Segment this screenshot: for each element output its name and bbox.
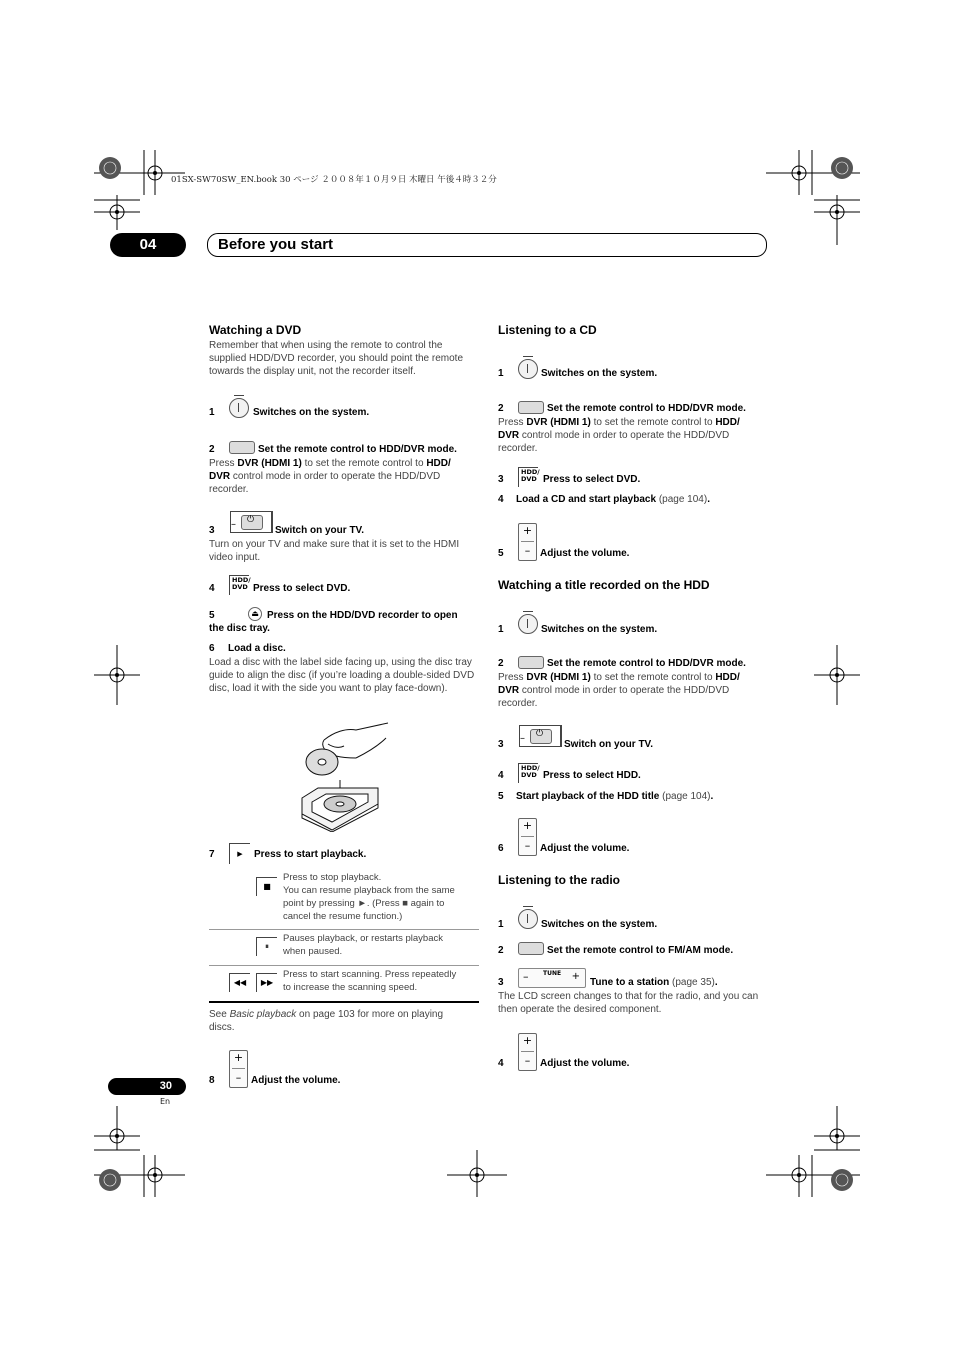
power-bar xyxy=(523,906,533,907)
step-label: Tune to a station xyxy=(590,977,670,988)
table-line: cancel the resume function.) xyxy=(283,911,403,922)
desc-text: control mode in order to operate the HDD/DVD xyxy=(230,471,441,482)
step-number: 4 xyxy=(498,1058,504,1069)
step-number: 5 xyxy=(209,610,215,621)
step-text: Switches on the system. xyxy=(541,624,658,635)
hdd-dvd-button-label xyxy=(521,765,540,779)
page-reference: (page 104) xyxy=(659,791,711,802)
fm-am-button-icon xyxy=(518,942,544,955)
label-line: HDD/ xyxy=(521,764,540,772)
label-line: DVD xyxy=(521,771,537,779)
desc-key: DVR (HDMI 1) xyxy=(526,417,591,428)
step-number: 1 xyxy=(498,368,504,379)
dvr-mode-button-icon xyxy=(229,441,255,454)
scan-description xyxy=(283,968,456,994)
period: . xyxy=(710,791,714,802)
step-number: 2 xyxy=(498,403,504,414)
file-info-line: 01SX-SW70SW_EN.book 30 ページ ２００８年１０月９日 木曜日 午後４時３２分 xyxy=(171,175,497,185)
page-number: 30 xyxy=(108,1078,186,1095)
table-divider xyxy=(209,929,479,930)
step-number: 2 xyxy=(209,444,215,455)
step-text: Set the remote control to HDD/DVR mode. xyxy=(258,444,457,455)
dvr-mode-button-icon xyxy=(518,656,544,669)
step-label: Start playback of the HDD title xyxy=(516,791,660,802)
desc-text: Press xyxy=(498,672,527,683)
table-line: when paused. xyxy=(283,946,343,957)
period: . xyxy=(707,494,710,505)
desc-text: recorder. xyxy=(498,698,538,709)
step-text: Press to select DVD. xyxy=(253,583,351,594)
step-number: 3 xyxy=(498,977,504,988)
radio-heading: Listening to the radio xyxy=(498,873,620,887)
volume-button-icon: + – xyxy=(518,1033,537,1071)
desc-text: control mode in order to operate the HDD/DVD xyxy=(519,430,730,441)
desc-key: DVR (HDMI 1) xyxy=(526,672,591,683)
table-line: Pauses playback, or restarts playback xyxy=(283,933,443,944)
step-number: 3 xyxy=(498,474,504,485)
step-number: 8 xyxy=(209,1075,215,1086)
language-code: En xyxy=(160,1097,171,1106)
desc-text: to set the remote control to xyxy=(590,417,716,428)
step-number: 3 xyxy=(209,525,215,536)
step-text: Set the remote control to HDD/DVR mode. xyxy=(547,403,746,414)
hdd-heading: Watching a title recorded on the HDD xyxy=(498,578,710,592)
step-text: Press on the HDD/DVD recorder to open xyxy=(267,610,458,621)
desc-text: to set the remote control to xyxy=(301,458,427,469)
step-text: Press to start playback. xyxy=(254,849,367,860)
step-number: 5 xyxy=(498,791,504,802)
step-text: Switches on the system. xyxy=(541,919,658,930)
desc-key: HDD/ xyxy=(426,458,451,469)
dvd-heading: Watching a DVD xyxy=(209,323,302,337)
eject-icon: ⏏ xyxy=(248,607,262,621)
step-text: Switch on your TV. xyxy=(275,525,365,536)
power-button-icon xyxy=(229,398,249,418)
hdd-dvd-button-icon xyxy=(518,467,538,487)
table-bottom-rule xyxy=(209,1001,479,1003)
fast-forward-button-icon: ▶▶ xyxy=(256,973,277,992)
step-text: Set the remote control to FM/AM mode. xyxy=(547,945,734,956)
tv-power-button-icon xyxy=(519,725,562,747)
volume-button-icon: + – xyxy=(229,1050,248,1088)
power-bar xyxy=(234,395,244,396)
step-description xyxy=(209,457,484,496)
step-text: Load a disc. xyxy=(228,643,286,654)
table-line: You can resume playback from the same xyxy=(283,885,455,896)
tune-label: TUNE xyxy=(543,970,562,977)
minus-glyph: – xyxy=(231,519,236,530)
step-text: Press to select DVD. xyxy=(543,474,641,485)
pause-description xyxy=(283,932,443,958)
step-number: 6 xyxy=(209,643,215,654)
hdd-dvd-button-label xyxy=(521,469,540,483)
volume-button-icon: + – xyxy=(518,818,537,856)
desc-key: HDD/ xyxy=(715,672,740,683)
step-number: 7 xyxy=(209,849,215,860)
step-number: 1 xyxy=(498,919,504,930)
desc-text: recorder. xyxy=(498,443,538,454)
table-line: Press to stop playback. xyxy=(283,872,382,883)
minus-glyph: – xyxy=(520,733,525,744)
step-text: Switches on the system. xyxy=(541,368,658,379)
note-reference: Basic playback xyxy=(229,1009,297,1020)
power-button-icon xyxy=(518,359,538,379)
step-text: Adjust the volume. xyxy=(251,1075,341,1086)
page-reference: (page 104) xyxy=(656,494,708,505)
table-line: to increase the scanning speed. xyxy=(283,982,418,993)
desc-key: HDD/ xyxy=(715,417,740,428)
step-number: 3 xyxy=(498,739,504,750)
step-text: Switches on the system. xyxy=(253,407,370,418)
hdd-dvd-button-icon xyxy=(229,575,249,595)
hdd-dvd-button-icon xyxy=(518,763,538,783)
step-text xyxy=(516,791,713,802)
page-reference: (page 35) xyxy=(669,977,715,988)
label-line: HDD/ xyxy=(521,468,540,476)
step-text-continued: the disc tray. xyxy=(209,623,270,634)
power-button-icon xyxy=(518,614,538,634)
dvd-intro: Remember that when using the remote to control the supplied HDD/DVD recorder, you should point the remote towards the display unit, not the recorder itself. xyxy=(209,340,464,377)
step-text xyxy=(516,494,710,505)
step-number: 6 xyxy=(498,843,504,854)
step-text: Adjust the volume. xyxy=(540,843,630,854)
label-line: HDD/ xyxy=(232,576,251,584)
step-description xyxy=(498,671,773,710)
table-line: point by pressing ►. (Press ■ again to xyxy=(283,898,445,909)
step-label: Load a CD and start playback xyxy=(516,494,657,505)
stop-button-icon: ■ xyxy=(256,877,277,896)
pause-button-icon: ⏸ xyxy=(256,937,277,956)
power-bar xyxy=(523,356,533,357)
step-text: Adjust the volume. xyxy=(540,548,630,559)
note-text: on page 103 for more on playing xyxy=(296,1009,444,1020)
desc-key: DVR xyxy=(498,430,520,441)
play-button-icon: ▶ xyxy=(229,843,250,864)
step-number: 4 xyxy=(498,494,504,505)
step-number: 2 xyxy=(498,658,504,669)
stop-description xyxy=(283,871,455,923)
step-text: Switch on your TV. xyxy=(564,739,654,750)
desc-key: DVR xyxy=(209,471,231,482)
step-number: 2 xyxy=(498,945,504,956)
tune-button-icon: – TUNE + xyxy=(518,968,586,988)
step-text xyxy=(590,977,718,988)
volume-button-icon: + – xyxy=(518,523,537,561)
step-description: Turn on your TV and make sure that it is set to the HDMI video input. xyxy=(209,539,460,563)
disc-tray-illustration xyxy=(296,718,392,832)
desc-text: to set the remote control to xyxy=(590,672,716,683)
step-number: 4 xyxy=(209,583,215,594)
tv-power-button-icon xyxy=(230,511,273,533)
desc-text: Press xyxy=(498,417,527,428)
step-description: The LCD screen changes to that for the radio, and you can then operate the desired component. xyxy=(498,991,759,1015)
desc-text: recorder. xyxy=(209,484,249,495)
rewind-button-icon: ◀◀ xyxy=(229,973,250,992)
desc-key: DVR (HDMI 1) xyxy=(237,458,302,469)
power-button-icon xyxy=(518,909,538,929)
note-text: discs. xyxy=(209,1022,235,1033)
hdd-dvd-button-label xyxy=(232,577,251,591)
step-number: 4 xyxy=(498,770,504,781)
dvr-mode-button-icon xyxy=(518,401,544,414)
table-line: Press to start scanning. Press repeatedly xyxy=(283,969,457,980)
cd-heading: Listening to a CD xyxy=(498,323,597,337)
label-line: DVD xyxy=(521,475,537,483)
step-number: 1 xyxy=(209,407,215,418)
note-text: See xyxy=(209,1009,230,1020)
see-also-note xyxy=(209,1008,443,1034)
desc-key: DVR xyxy=(498,685,520,696)
step-description: Load a disc with the label side facing up, using the disc tray guide to align the disc (if you’re loading a double-sided DVD disc, load it with the side you want to play face-down). xyxy=(209,657,475,694)
step-number: 1 xyxy=(498,624,504,635)
step-description xyxy=(498,416,773,455)
label-line: DVD xyxy=(232,583,248,591)
chapter-number: 04 xyxy=(110,233,186,257)
period: . xyxy=(714,977,718,988)
table-divider xyxy=(209,965,479,966)
desc-text: Press xyxy=(209,458,238,469)
step-text: Adjust the volume. xyxy=(540,1058,630,1069)
step-number: 5 xyxy=(498,548,504,559)
step-text: Set the remote control to HDD/DVR mode. xyxy=(547,658,746,669)
page-title: Before you start xyxy=(218,236,334,253)
desc-text: control mode in order to operate the HDD/DVD xyxy=(519,685,730,696)
power-bar xyxy=(523,611,533,612)
step-text: Press to select HDD. xyxy=(543,770,641,781)
